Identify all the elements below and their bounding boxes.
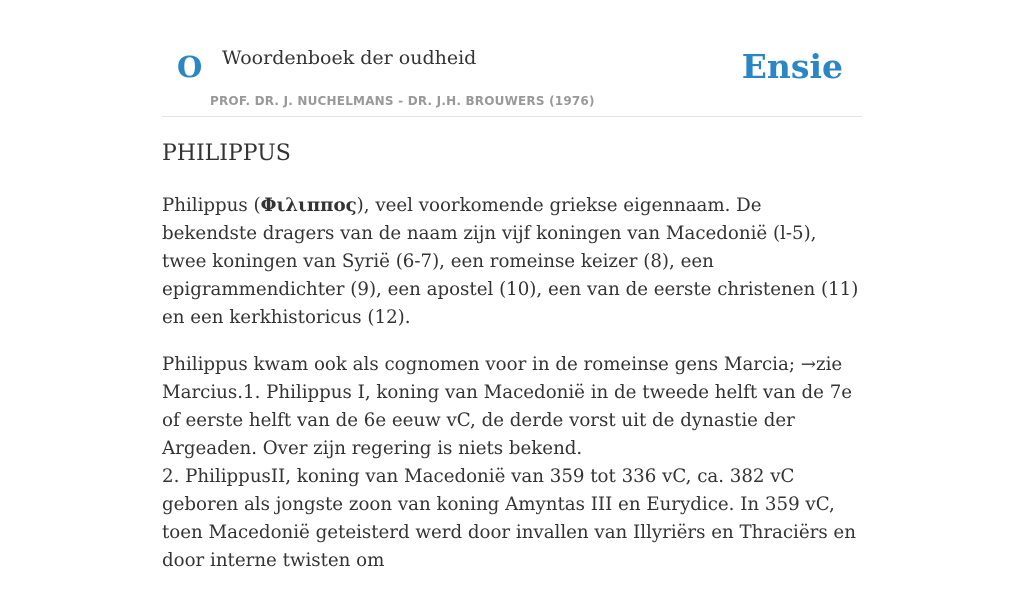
entry-text: ), veel voorkomende griekse eigennaam. De bekendste dragers van de naam zijn vijf koningen van Macedonië (l-5), twee koningen van Syrië (6-7), een romeinse keizer (8), een epigrammendichter (9), een apostel (10), een van de eerste christenen (11) en een kerkhistoricus (12).: [162, 195, 859, 328]
entry-paragraph: [162, 351, 862, 575]
page: [162, 0, 862, 571]
entry-paragraph: [162, 192, 862, 332]
dictionary-title-link[interactable]: Woordenboek der oudheid: [222, 47, 477, 69]
entry-body: [162, 192, 862, 594]
greek-name: Φιλιππος: [260, 195, 357, 216]
dictionary-authors: PROF. DR. J. NUCHELMANS - DR. J.H. BROUWERS (1976): [210, 94, 595, 108]
dictionary-letter-icon[interactable]: O: [177, 50, 203, 84]
ensie-logo[interactable]: Ensie: [741, 47, 843, 86]
entry-text: 2. PhilippusII, koning van Macedonië van 359 tot 336 vC, ca. 382 vC geboren als jongste zoon van koning Amyntas III en Eurydice. In 359 vC, toen Macedonië geteisterd werd door invallen van Illyriërs en Thraciërs en door interne twisten om: [162, 466, 856, 571]
entry-text: Philippus kwam ook als cognomen voor in de romeinse gens Marcia; →zie Marcius.1. Philippus I, koning van Macedonië in de tweede helft van de 7e of eerste helft van de 6e eeuw vC, de derde vorst uit de dynastie der Argeaden. Over zijn regering is niets bekend.: [162, 354, 853, 459]
dictionary-header: [162, 0, 862, 117]
entry-title: PHILIPPUS: [162, 141, 291, 166]
entry-text: Philippus (: [162, 195, 261, 216]
